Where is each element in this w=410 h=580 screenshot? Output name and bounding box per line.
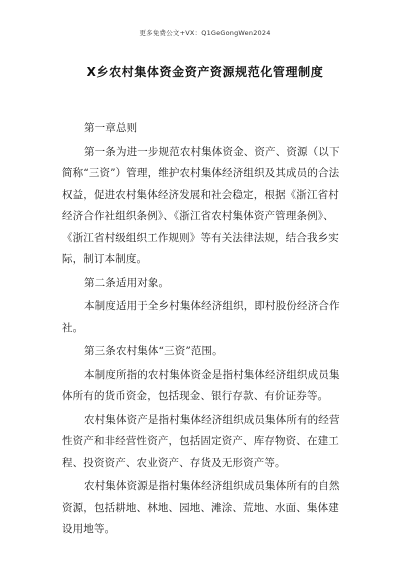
article-paragraph: 本制度所指的农村集体资金是指村集体经济组织成员集体所有的货币资金，包括现金、银行存款、有价证券等。 (62, 368, 340, 402)
article-paragraph: 农村集体资源是指村集体经济组织成员集体所有的自然资源，包括耕地、林地、园地、滩涂、荒地、水面、集体建设用地等。 (62, 480, 340, 535)
article-heading: 第三条农村集体“三资”范围。 (84, 345, 223, 357)
article-heading: 第二条适用对象。 (84, 276, 170, 289)
article-paragraph: 第一条为进一步规范农村集体资金、资产、资源（以下简称“三资”）管理，维护农村集体经济组织及其成员的合法权益，促进农村集体经济发展和社会稳定，根据《浙江省村经济合作社组织条例》、《浙江省农村集体资产管理条例》、《浙江省村级组织工作规则》等有关法律法规，结合我乡实际，制订本制度。 (62, 145, 340, 265)
header-note: 更多免费公文+VX：Q1GeGongWen2024 (139, 29, 271, 37)
chapter-heading: 第一章总则 (84, 122, 138, 134)
article-paragraph: 农村集体资产是指村集体经济组织成员集体所有的经营性资产和非经营性资产，包括固定资产、库存物资、在建工程、投资资产、农业资产、存货及无形资产等。 (62, 413, 340, 469)
article-paragraph: 本制度适用于全乡村集体经济组织，即村股份经济合作社。 (62, 300, 340, 334)
document-title: X乡农村集体资金资产资源规范化管理制度 (86, 65, 324, 79)
document-body (62, 118, 348, 541)
